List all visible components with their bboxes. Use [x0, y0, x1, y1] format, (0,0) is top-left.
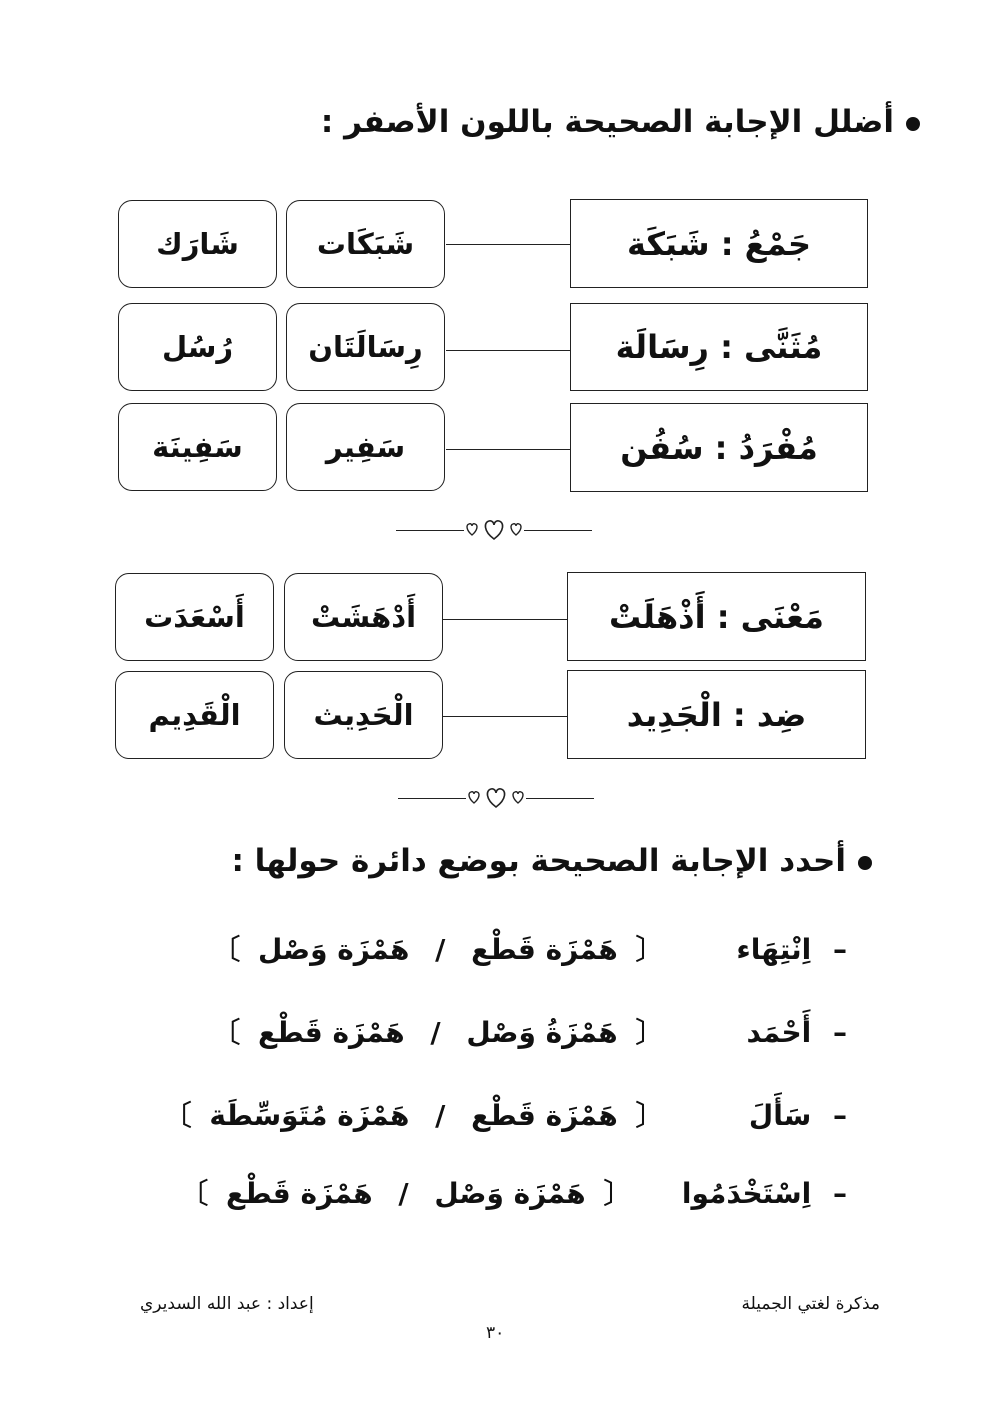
- bracket-open: 〔: [635, 933, 664, 966]
- answer-option-label: شَارَك: [156, 227, 239, 261]
- connector-line: [443, 716, 567, 717]
- dash: –: [833, 1177, 847, 1210]
- dash: –: [833, 1016, 847, 1049]
- answer-option[interactable]: [286, 200, 445, 288]
- answer-option-label: رِسَالَتَان: [308, 330, 423, 364]
- divider-line: [526, 798, 594, 799]
- hearts-divider: [398, 786, 594, 810]
- section1-heading-text: أضلل الإجابة الصحيحة باللون الأصفر :: [320, 104, 894, 140]
- question-word: اِسْتَخْدَمُوا: [681, 1177, 812, 1210]
- connector-line: [446, 244, 570, 245]
- answer-option[interactable]: [115, 671, 274, 759]
- separator: /: [430, 1016, 441, 1049]
- choice-option[interactable]: هَمْزَة وَصْل: [434, 1177, 586, 1210]
- answer-option-label: الْحَدِيث: [313, 698, 414, 732]
- answer-option[interactable]: [118, 303, 277, 391]
- question-box: [570, 403, 868, 492]
- answer-option-label: أَسْعَدَت: [144, 600, 245, 634]
- footer-book-title: مذكرة لغتي الجميلة: [741, 1294, 880, 1314]
- answer-option-label: الْقَدِيم: [148, 698, 241, 732]
- answer-option[interactable]: [286, 303, 445, 391]
- choice-option[interactable]: هَمْزَة وَصْل: [258, 933, 410, 966]
- dash: –: [833, 1099, 847, 1132]
- question-text: مُفْرَدُ : سُفُن: [620, 428, 818, 467]
- connector-line: [446, 350, 570, 351]
- hearts-icon: [466, 786, 526, 810]
- answer-option[interactable]: [284, 671, 443, 759]
- answer-option[interactable]: [118, 200, 277, 288]
- bracket-close: 〕: [180, 1177, 209, 1210]
- answer-option-label: رُسُل: [161, 330, 234, 364]
- choice-option[interactable]: هَمْزَةُ وَصْل: [466, 1016, 618, 1049]
- answer-option[interactable]: [286, 403, 445, 491]
- connector-line: [446, 449, 570, 450]
- bullet-icon: [858, 856, 872, 870]
- hamza-question-row: [164, 1094, 847, 1134]
- answer-option-label: شَبَكَات: [316, 227, 415, 261]
- choice-option[interactable]: هَمْزَة قَطْع: [226, 1177, 373, 1210]
- question-word: أَحْمَد: [746, 1016, 812, 1049]
- separator: /: [398, 1177, 409, 1210]
- answer-option[interactable]: [115, 573, 274, 661]
- hearts-divider: [396, 518, 592, 542]
- answer-option[interactable]: [284, 573, 443, 661]
- choice-option[interactable]: هَمْزَة قَطْع: [258, 1016, 405, 1049]
- question-word: سَأَلَ: [748, 1099, 812, 1132]
- question-box: [567, 572, 866, 661]
- bracket-open: 〔: [635, 1099, 664, 1132]
- question-box: [570, 199, 868, 288]
- hamza-question-row: [212, 928, 847, 968]
- hamza-question-row: [180, 1172, 847, 1212]
- footer-author: إعداد : عبد الله السديري: [140, 1294, 314, 1314]
- connector-line: [443, 619, 567, 620]
- question-box: [570, 303, 868, 391]
- choice-option[interactable]: هَمْزَة مُتَوَسِّطَة: [209, 1099, 410, 1132]
- hamza-question-row: [212, 1011, 847, 1051]
- bracket-open: 〔: [635, 1016, 664, 1049]
- bracket-open: 〔: [603, 1177, 632, 1210]
- bracket-close: 〕: [212, 1016, 241, 1049]
- separator: /: [435, 933, 446, 966]
- choice-option[interactable]: هَمْزَة قَطْع: [471, 933, 618, 966]
- divider-line: [396, 530, 464, 531]
- divider-line: [398, 798, 466, 799]
- bracket-close: 〕: [163, 1099, 192, 1132]
- section3-heading: [231, 843, 872, 879]
- question-text: مُثَنَّى : رِسَالَة: [615, 328, 823, 366]
- answer-option-label: سَفِير: [325, 430, 406, 464]
- divider-line: [524, 530, 592, 531]
- answer-option-label: أَدْهَشَتْ: [310, 600, 417, 634]
- page-number: ٣٠: [486, 1323, 505, 1343]
- question-box: [567, 670, 866, 759]
- bullet-icon: [906, 117, 920, 131]
- section3-heading-text: أحدد الإجابة الصحيحة بوضع دائرة حولها :: [231, 843, 846, 879]
- choice-option[interactable]: هَمْزَة قَطْع: [471, 1099, 618, 1132]
- question-text: ضِد : الْجَدِيد: [626, 695, 807, 734]
- question-text: مَعْنَى : أَذْهَلَتْ: [609, 597, 824, 636]
- hearts-icon: [464, 518, 524, 542]
- dash: –: [833, 933, 847, 966]
- section1-heading: [321, 104, 920, 140]
- question-text: جَمْعُ : شَبَكَة: [627, 224, 811, 263]
- answer-option[interactable]: [118, 403, 277, 491]
- bracket-close: 〕: [212, 933, 241, 966]
- question-word: اِنْتِهَاء: [736, 933, 812, 966]
- answer-option-label: سَفِينَة: [152, 430, 243, 464]
- separator: /: [435, 1099, 446, 1132]
